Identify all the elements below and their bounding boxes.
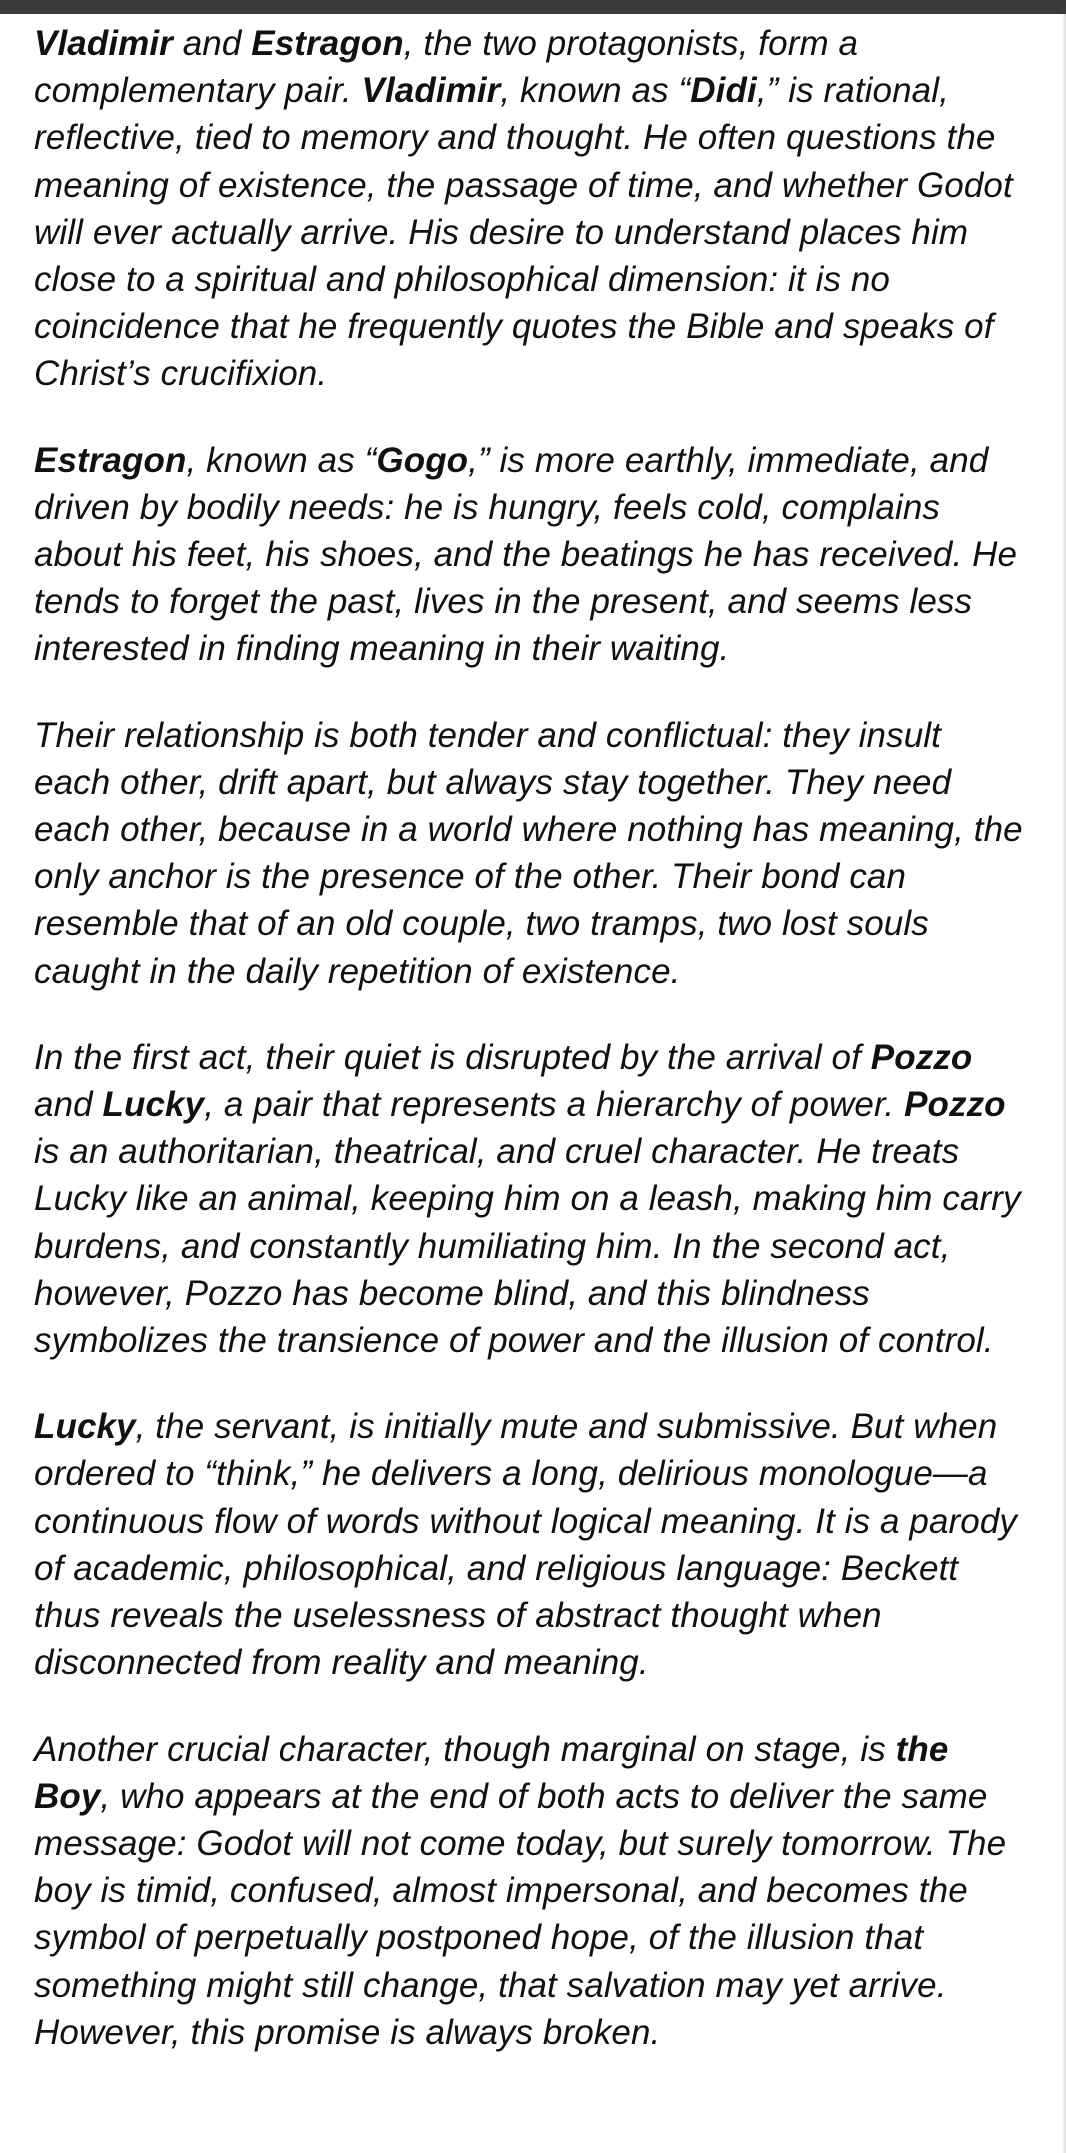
- paragraph-lucky: [34, 1403, 1024, 1686]
- name-pozzo: Pozzo: [870, 1037, 973, 1077]
- text-span: , who appears at the end of both acts to deliver the same message: Godot will not come today, but surely tomorrow. The boy is timid, confused, almost impersonal, and becomes the symbol of perpetually postponed hope, of the illusion that something might still change, that salvation may yet arrive. However, this promise is always broken.: [34, 1776, 1007, 2052]
- paragraph-estragon: [34, 437, 1024, 673]
- name-lucky: Lucky: [102, 1085, 205, 1125]
- name-estragon: Estragon: [34, 440, 187, 480]
- text-span: ,” is rational, reflective, tied to memory and thought. He often questions the meaning of existence, the passage of time, and whether Godot will ever actually arrive. His desire to understand places him close to a spiritual and philosophical dimension: it is no coincidence that he frequently quotes the Bible and speaks of Christ’s crucifixion.: [34, 71, 1013, 394]
- text-span: and: [34, 1085, 103, 1125]
- text-span: , known as “: [500, 71, 691, 111]
- text-span: ,” is more earthly, immediate, and driven by bodily needs: he is hungry, feels cold, complains about his feet, his shoes, and the beatings he has received. He tends to forget the past, lives in the present, and seems less interested in finding meaning in their waiting.: [34, 440, 1018, 669]
- name-lucky: Lucky: [34, 1407, 136, 1447]
- top-status-bar: [0, 0, 1066, 14]
- paragraph-the-boy: [34, 1726, 1024, 2056]
- paragraph-relationship: [34, 712, 1024, 995]
- name-estragon: Estragon: [251, 24, 404, 63]
- text-span: In the first act, their quiet is disrupted by the arrival of: [34, 1037, 871, 1077]
- paragraph-pozzo-lucky: [34, 1034, 1024, 1364]
- text-span: is an authoritarian, theatrical, and cruel character. He treats Lucky like an animal, keeping him on a leash, making him carry burdens, and constantly humiliating him. In the second act, however, Pozzo has become blind, and this blindness symbolizes the transience of power and the illusion of control.: [34, 1132, 1021, 1361]
- text-span: , a pair that represents a hierarchy of power.: [204, 1085, 905, 1125]
- article-body: [34, 20, 1024, 2095]
- name-the-boy: the Boy: [34, 1729, 949, 1816]
- text-span: , the servant, is initially mute and submissive. But when ordered to “think,” he delivers a long, delirious monologue—a continuous flow of words without logical meaning. It is a parody of academic, philosophical, and religious language: Beckett thus reveals the uselessness of abstract thought when disconnected from reality and meaning.: [34, 1407, 1018, 1683]
- text-span: Another crucial character, though marginal on stage, is: [34, 1729, 896, 1769]
- scroll-edge-shadow: [1062, 14, 1066, 2153]
- paragraph-vladimir-estragon: [34, 20, 1024, 398]
- name-vladimir: Vladimir: [361, 71, 501, 111]
- nickname-gogo: Gogo: [376, 440, 469, 480]
- name-vladimir: Vladimir: [34, 24, 173, 63]
- text-span: , known as “: [186, 440, 377, 480]
- text-span: Their relationship is both tender and conflictual: they insult each other, drift apart, but always stay together. They need each other, because in a world where nothing has meaning, the only anchor is the presence of the other. Their bond can resemble that of an old couple, two tramps, two lost souls caught in the daily repetition of existence.: [34, 715, 1023, 991]
- text-span: , the two protagonists, form a complementary pair.: [34, 24, 859, 111]
- nickname-didi: Didi: [690, 71, 757, 111]
- text-span: and: [172, 24, 252, 63]
- name-pozzo: Pozzo: [904, 1085, 1006, 1125]
